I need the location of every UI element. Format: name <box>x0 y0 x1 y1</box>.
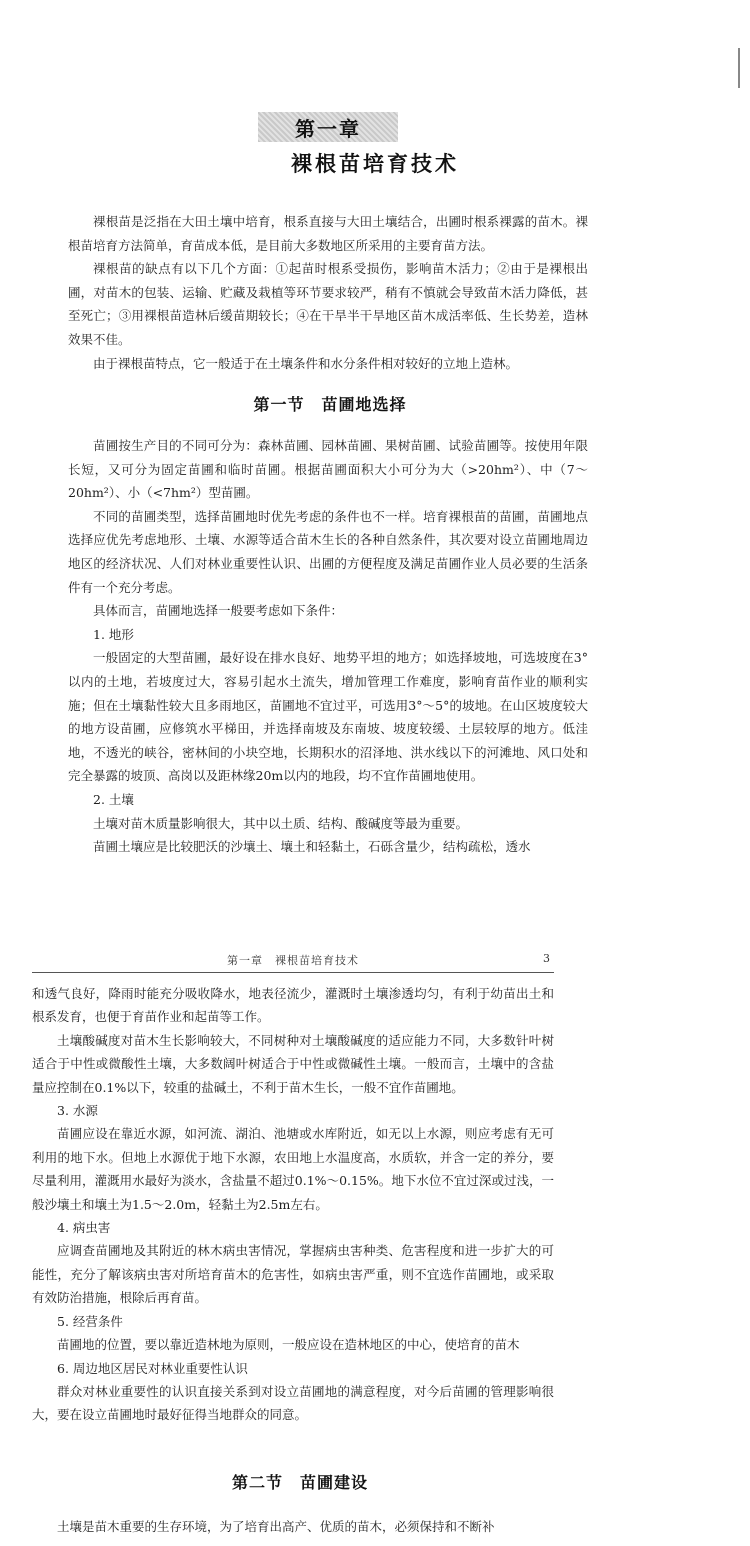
item-heading-terrain: 1. 地形 <box>93 626 134 642</box>
chapter-label: 第一章 <box>258 112 398 142</box>
item-text-soil: 土壤对苗木质量影响很大，其中以土质、结构、酸碱度等最为重要。 <box>93 815 469 831</box>
scan-edge-mark <box>738 48 740 88</box>
section-1-title: 第一节 苗圃地选择 <box>253 395 407 414</box>
intro-paragraph: 由于裸根苗特点，它一般适于在土壤条件和水分条件相对较好的立地上造林。 <box>93 355 519 371</box>
item-text-terrain: 一般固定的大型苗圃，最好设在排水良好、地势平坦的地方；如选择坡地，可选坡度在3°以内的土地，若坡度过大，容易引起水土流失，增加管理工作难度，影响育苗作业的顺利实施；但在土壤黏性较大且多雨地区，苗圃地不宜过平，可选用3°～5°的坡地。在山区坡度较大的地方设苗圃，应修筑水平梯田，并选择南坡及东南坡、坡度较缓、土层较厚的地方。低洼地，不透光的峡谷，密林间的小块空地，长期积水的沼泽地、洪水线以下的河滩地、风口处和完全暴露的坡顶、高岗以及距林缘20m以内的地段，均不宜作苗圃地使用。 <box>68 650 588 784</box>
item-heading-water: 3. 水源 <box>57 1103 98 1119</box>
page-2-text <box>32 982 554 1427</box>
intro-paragraph: 裸根苗的缺点有以下几个方面：①起苗时根系受损伤，影响苗木活力；②由于是裸根出圃，对苗木的包装、运输、贮藏及栽植等环节要求较严，稍有不慎就会导致苗木活力降低，甚至死亡；③用裸根苗造林后缓苗期较长；④在干旱半干旱地区苗木成活率低、生长势差，造林效果不佳。 <box>68 261 588 347</box>
running-header <box>32 950 554 973</box>
continuation-paragraph: 和透气良好，降雨时能充分吸收降水，地表径流少，灌溉时土壤渗透均匀，有利于幼苗出土和根系发育，也便于育苗作业和起苗等工作。 <box>32 986 554 1025</box>
intro-text <box>68 210 588 375</box>
page-bottom <box>0 930 750 1546</box>
item-heading-residents: 6. 周边地区居民对林业重要性认识 <box>57 1360 248 1376</box>
page-number: 3 <box>543 952 550 965</box>
section-1-paragraph: 苗圃按生产目的不同可分为：森林苗圃、园林苗圃、果树苗圃、试验苗圃等。按使用年限长短，又可分为固定苗圃和临时苗圃。根据苗圃面积大小可分为大（>20hm²）、中（7～20hm²）、小（<7hm²）型苗圃。 <box>68 438 588 501</box>
running-header-title: 第一章 裸根苗培育技术 <box>227 954 359 967</box>
item-text-water: 苗圃应设在靠近水源，如河流、湖泊、池塘或水库附近，如无以上水源，则应考虑有无可利用的地下水。但地上水源优于地下水源，农田地上水温度高，水质软，并含一定的养分，要尽量利用，灌溉用水最好为淡水，含盐量不超过0.1%～0.15%。地下水位不宜过深或过浅，一般沙壤土和壤土为1.5～2.0m，轻黏土为2.5m左右。 <box>32 1126 554 1212</box>
intro-paragraph: 裸根苗是泛指在大田土壤中培育，根系直接与大田土壤结合，出圃时根系裸露的苗木。裸根苗培育方法简单，育苗成本低，是目前大多数地区所采用的主要育苗方法。 <box>68 214 588 253</box>
section-1-text <box>68 434 588 859</box>
section-2-text <box>32 1515 554 1538</box>
item-text-residents: 群众对林业重要性的认识直接关系到对设立苗圃地的满意程度，对今后苗圃的管理影响很大，要在设立苗圃地时最好征得当地群众的同意。 <box>32 1383 554 1423</box>
section-2-paragraph: 土壤是苗木重要的生存环境，为了培育出高产、优质的苗木，必须保持和不断补 <box>57 1519 495 1534</box>
item-heading-management: 5. 经营条件 <box>57 1313 123 1329</box>
section-2-title: 第二节 苗圃建设 <box>231 1473 368 1492</box>
item-text-soil-cont: 苗圃土壤应是比较肥沃的沙壤土、壤土和轻黏土，石砾含量少，结构疏松，透水 <box>93 839 531 855</box>
item-heading-soil: 2. 土壤 <box>93 791 134 807</box>
item-text-management: 苗圃地的位置，要以靠近造林地为原则，一般应设在造林地区的中心，使培育的苗木 <box>57 1337 520 1353</box>
section-1-paragraph: 不同的苗圃类型，选择苗圃地时优先考虑的条件也不一样。培育裸根苗的苗圃，苗圃地点选择应优先考虑地形、土壤、水源等适合苗木生长的各种自然条件，其次要对设立苗圃地周边地区的经济状况、人们对林业重要性认识、出圃的方便程度及满足苗圃作业人员必要的生活条件有一个充分考虑。 <box>68 508 588 595</box>
item-heading-pests: 4. 病虫害 <box>57 1220 111 1236</box>
section-1-paragraph: 具体而言，苗圃地选择一般要考虑如下条件： <box>93 603 344 619</box>
chapter-title: 裸根苗培育技术 <box>291 151 459 176</box>
item-text-pests: 应调查苗圃地及其附近的林木病虫害情况，掌握病虫害种类、危害程度和进一步扩大的可能性，充分了解该病虫害对所培育苗木的危害性，如病虫害严重，则不宜选作苗圃地，或采取有效防治措施，根除后再育苗。 <box>32 1243 554 1306</box>
soil-acidity-paragraph: 土壤酸碱度对苗木生长影响较大，不同树种对土壤酸碱度的适应能力不同，大多数针叶树适合于中性或微酸性土壤，大多数阔叶树适合于中性或微碱性土壤。一般而言，土壤中的含盐量应控制在0.1%以下，较重的盐碱土，不利于苗木生长，一般不宜作苗圃地。 <box>32 1032 554 1095</box>
